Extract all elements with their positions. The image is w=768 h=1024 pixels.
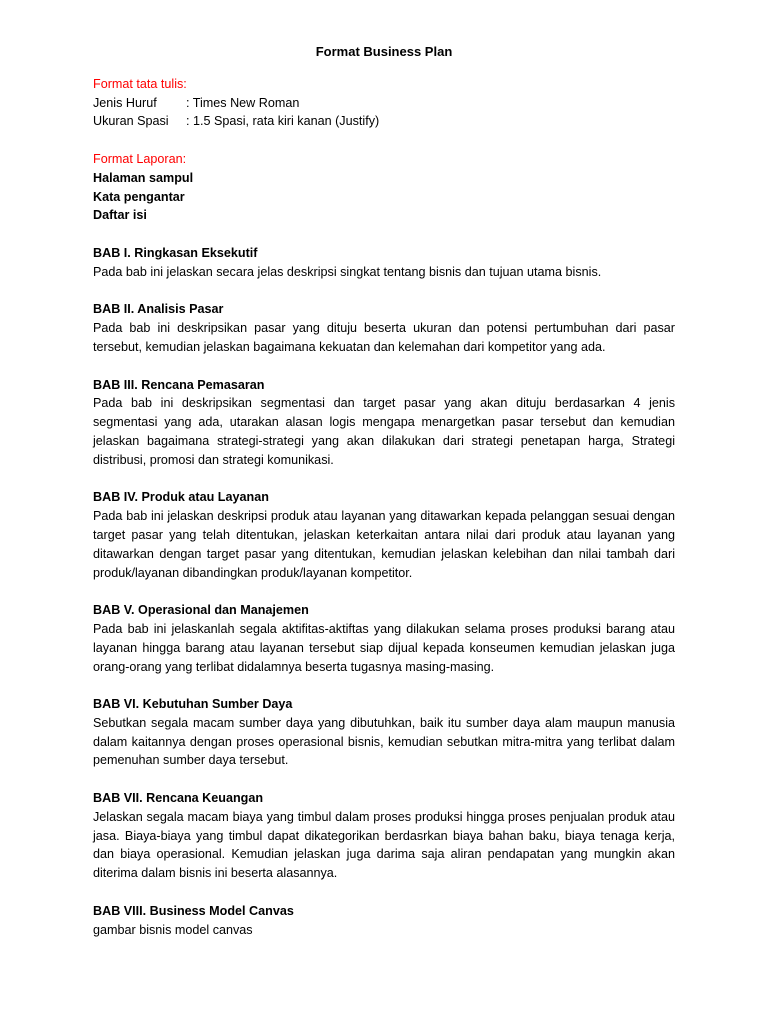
section-bab-2	[93, 300, 675, 356]
format-tata-tulis-heading: Format tata tulis:	[93, 76, 187, 91]
laporan-item: Daftar isi	[93, 208, 147, 223]
section-title: BAB III. Rencana Pemasaran	[93, 377, 265, 392]
section-body: Pada bab ini jelaskan deskripsi produk atau layanan yang ditawarkan kepada pelanggan sesuai dengan target pasar yang telah ditentukan, jelaskan keterkaitan antara nilai dari produk atau layanan yang ditawarkan dengan target pasar yang ditentukan, kemudian jelaskan kelebihan dan nilai tambah dari produk/layanan dibandingkan produk/layanan kompetitor.	[93, 509, 675, 580]
section-bab-1	[93, 244, 675, 282]
section-title: BAB II. Analisis Pasar	[93, 302, 224, 317]
section-bab-4	[93, 488, 675, 582]
section-body: Jelaskan segala macam biaya yang timbul dalam proses produksi hingga proses penjualan produk atau jasa. Biaya-biaya yang timbul dapat dikategorikan berdasrkan biaya bahan baku, biaya tenaga kerja, dan biaya operasional. Kemudian jelaskan juga darima saja aliran pendapatan yang mungkin akan diterima dalam bisnis ini beserta alasannya.	[93, 809, 675, 881]
laporan-item: Kata pengantar	[93, 189, 185, 204]
spec-value: : 1.5 Spasi, rata kiri kanan (Justify)	[186, 114, 380, 129]
spec-row-jenis-huruf	[93, 94, 675, 113]
section-body: Sebutkan segala macam sumber daya yang dibutuhkan, baik itu sumber daya alam maupun manusia dalam kaitannya dengan proses operasional bisnis, kemudian sebutkan mitra-mitra yang terlibat dalam pemenuhan sumber daya tersebut.	[93, 715, 675, 768]
format-tata-tulis-block	[93, 75, 675, 131]
section-body: gambar bisnis model canvas	[93, 922, 253, 937]
section-title: BAB I. Ringkasan Eksekutif	[93, 245, 258, 260]
document-title: Format Business Plan	[315, 44, 453, 59]
section-title: BAB VI. Kebutuhan Sumber Daya	[93, 697, 293, 712]
laporan-item: Halaman sampul	[93, 170, 194, 185]
spec-value: : Times New Roman	[186, 95, 300, 110]
section-body: Pada bab ini jelaskanlah segala aktifitas-aktiftas yang dilakukan selama proses produksi barang atau layanan hingga barang atau layanan tersebut siap dijual kepada konseumen kemudian jelaskan juga orang-orang yang terlibat didalamnya beserta tugasnya masing-masing.	[93, 621, 675, 674]
spec-label: Ukuran Spasi	[93, 114, 169, 129]
section-title: BAB V. Operasional dan Manajemen	[93, 603, 309, 618]
spacer	[93, 131, 675, 150]
section-bab-5	[93, 601, 675, 676]
section-bab-6	[93, 695, 675, 770]
section-title: BAB IV. Produk atau Layanan	[93, 490, 269, 505]
format-laporan-heading: Format Laporan:	[93, 151, 187, 166]
section-bab-7	[93, 789, 675, 883]
spec-label: Jenis Huruf	[93, 95, 157, 110]
section-body: Pada bab ini jelaskan secara jelas deskripsi singkat tentang bisnis dan tujuan utama bisnis.	[93, 264, 602, 279]
section-body: Pada bab ini deskripsikan pasar yang dituju beserta ukuran dan potensi pertumbuhan dari pasar tersebut, kemudian jelaskan bagaimana kekuatan dan kelemahan dari kompetitor yang ada.	[93, 321, 675, 354]
spec-row-ukuran-spasi	[93, 112, 675, 131]
section-body: Pada bab ini deskripsikan segmentasi dan target pasar yang akan dituju berdasarkan 4 jenis segmentasi yang ada, utarakan alasan logis mengapa menargetkan pasar tersebut dan kemudian jelaskan bagaimana strategi-strategi yang akan dilakukan dari strategi penetapan harga, Strategi distribusi, promosi dan strategi komunikasi.	[93, 396, 675, 467]
spacer	[93, 225, 675, 244]
format-laporan-block	[93, 150, 675, 225]
section-title: BAB VIII. Business Model Canvas	[93, 903, 294, 918]
section-bab-3	[93, 376, 675, 470]
section-title: BAB VII. Rencana Keuangan	[93, 791, 264, 806]
section-bab-8	[93, 902, 675, 940]
